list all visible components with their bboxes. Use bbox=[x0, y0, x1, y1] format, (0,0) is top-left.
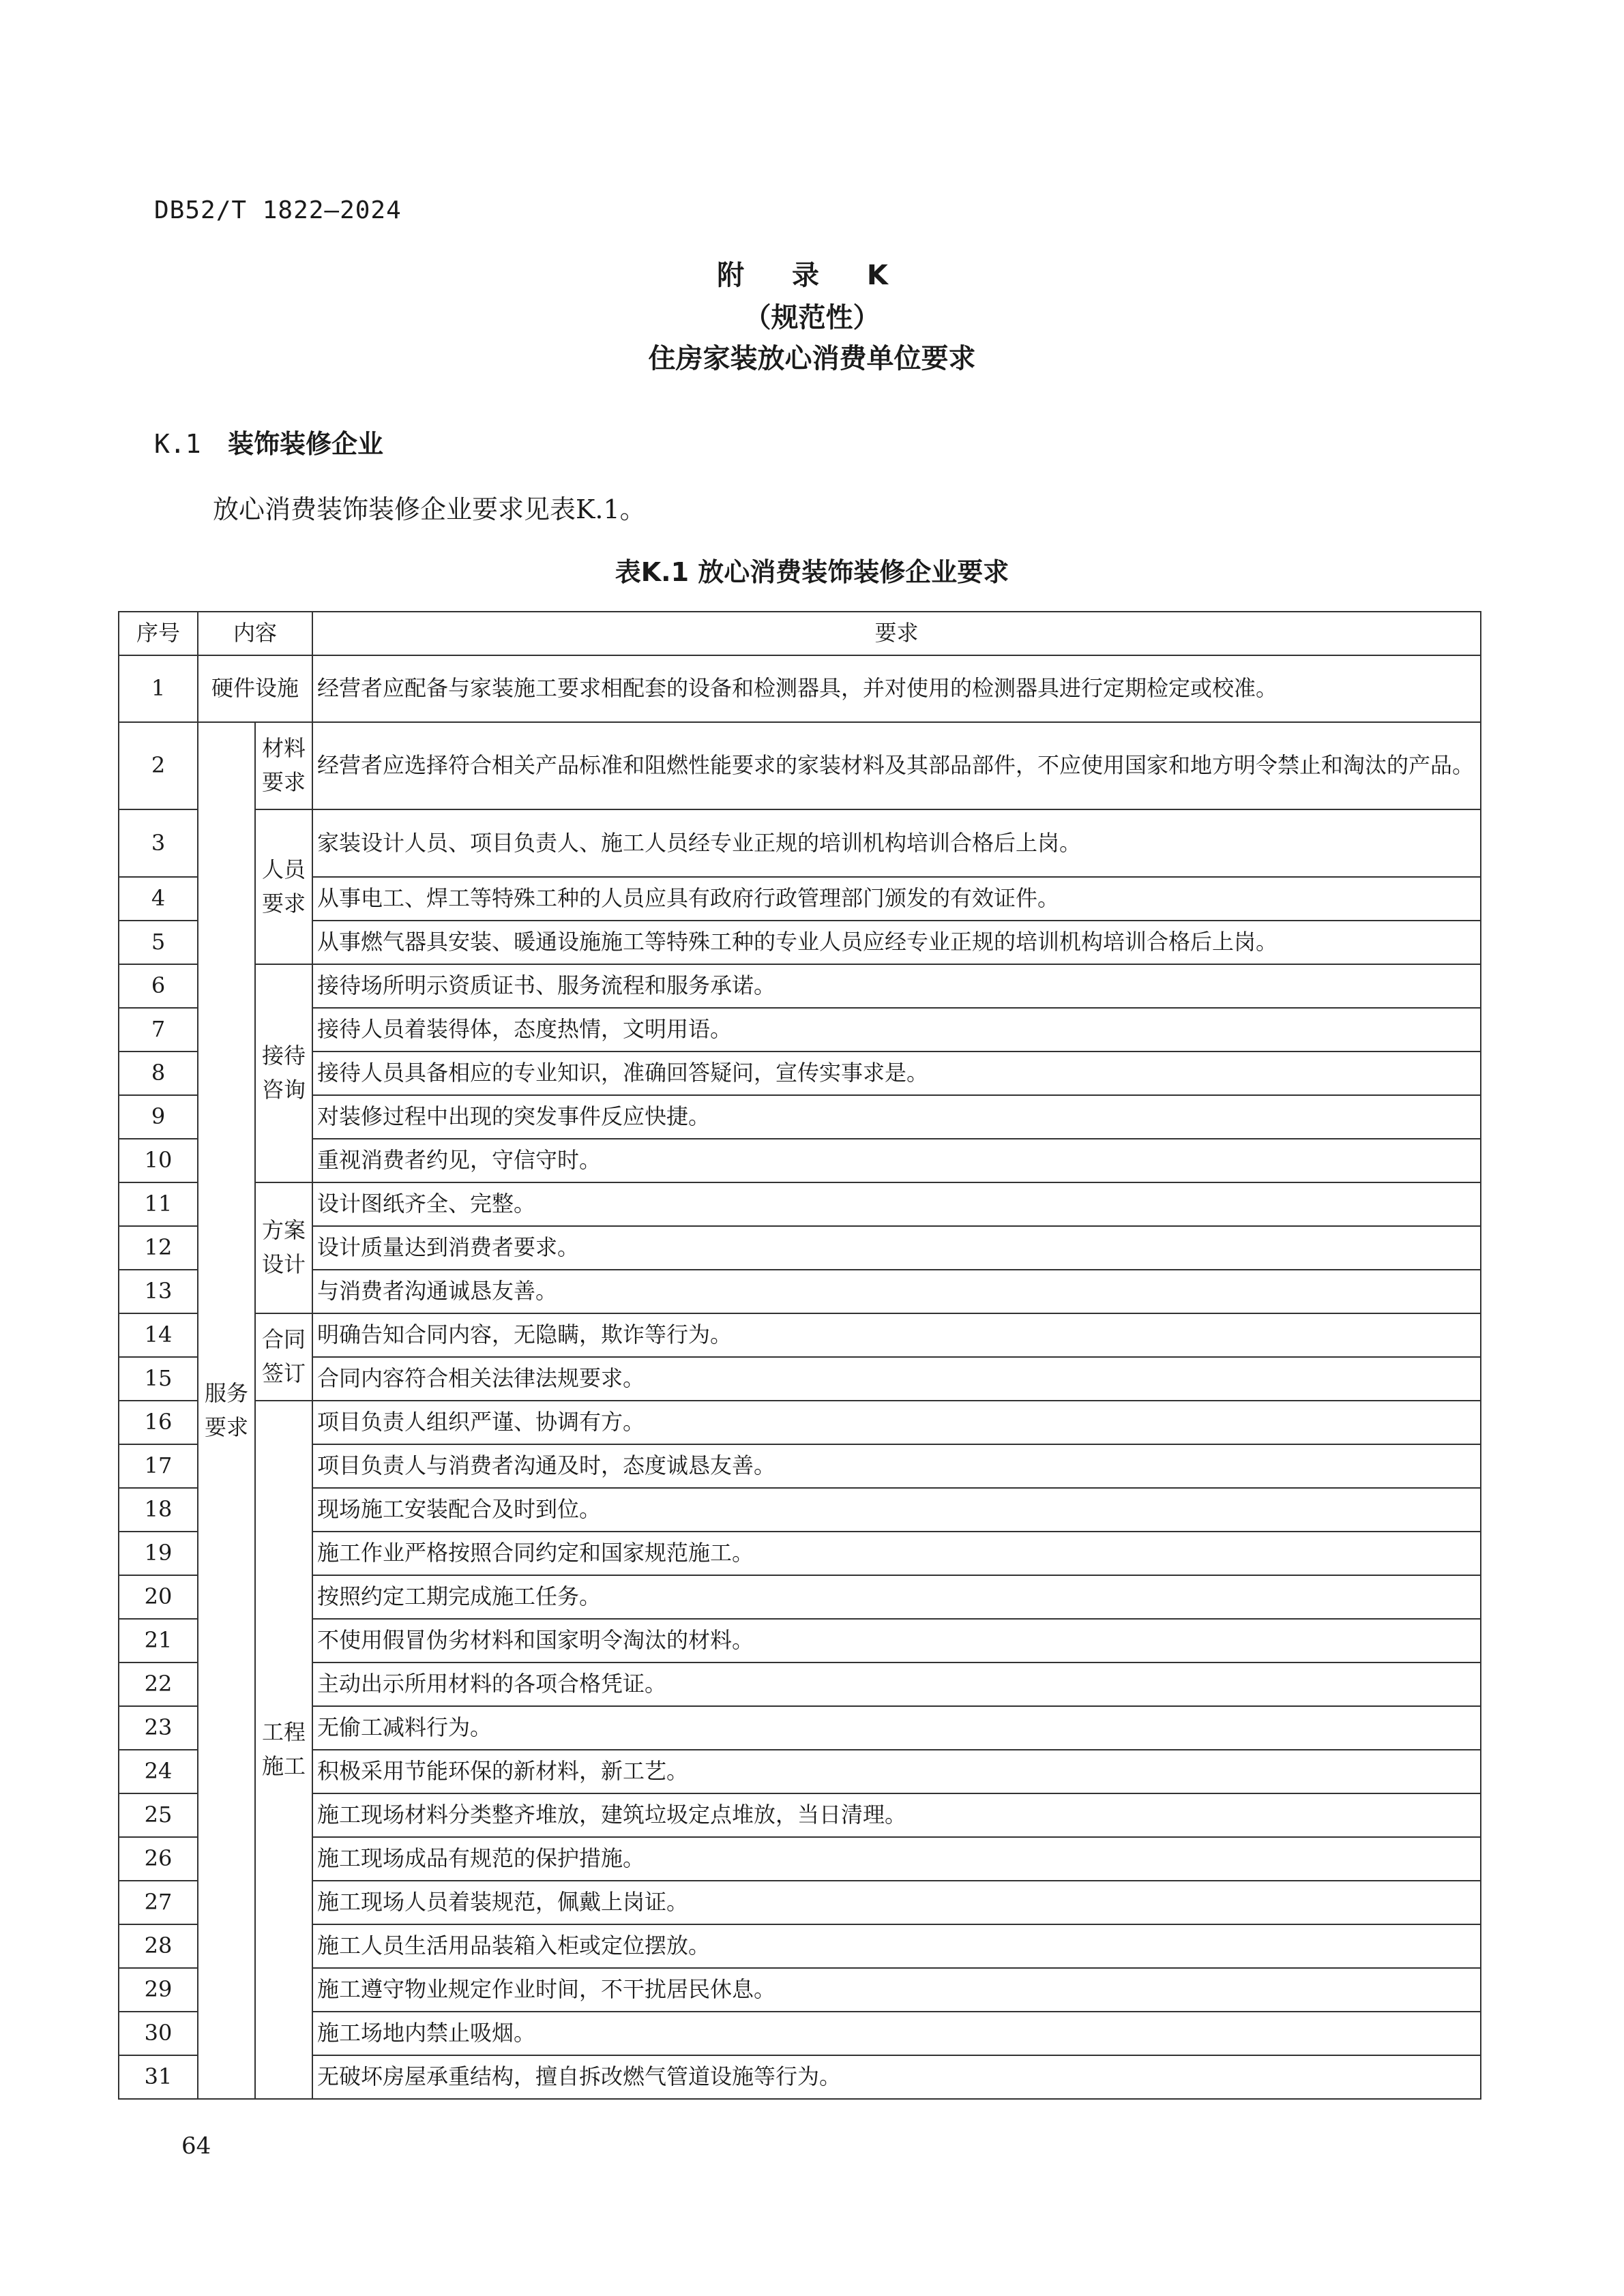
row-requirement: 施工现场人员着装规范，佩戴上岗证。 bbox=[312, 1881, 1481, 1924]
group-service: 服务要求 bbox=[198, 722, 255, 2099]
row-number: 19 bbox=[119, 1532, 198, 1575]
appendix-name: 住房家装放心消费单位要求 bbox=[648, 343, 976, 374]
table-row bbox=[119, 1182, 1481, 1226]
header-no: 序号 bbox=[119, 612, 198, 655]
table-row bbox=[119, 1663, 1481, 1706]
group-reception: 接待咨询 bbox=[255, 964, 312, 1182]
table-row bbox=[119, 1008, 1481, 1052]
row-number: 14 bbox=[119, 1313, 198, 1357]
table-row bbox=[119, 1881, 1481, 1924]
row-requirement: 主动出示所用材料的各项合格凭证。 bbox=[312, 1663, 1481, 1706]
row-requirement: 积极采用节能环保的新材料，新工艺。 bbox=[312, 1750, 1481, 1793]
row-requirement: 现场施工安装配合及时到位。 bbox=[312, 1488, 1481, 1532]
row-requirement: 不使用假冒伪劣材料和国家明令淘汰的材料。 bbox=[312, 1619, 1481, 1663]
row-requirement: 从事电工、焊工等特殊工种的人员应具有政府行政管理部门颁发的有效证件。 bbox=[312, 877, 1481, 921]
row-number: 9 bbox=[119, 1095, 198, 1139]
document-number: DB52/T 1822—2024 bbox=[154, 196, 402, 224]
row-requirement: 项目负责人与消费者沟通及时，态度诚恳友善。 bbox=[312, 1444, 1481, 1488]
row-requirement: 家装设计人员、项目负责人、施工人员经专业正规的培训机构培训合格后上岗。 bbox=[312, 809, 1481, 877]
appendix-title: 附 录 K bbox=[717, 260, 907, 291]
row-number: 29 bbox=[119, 1968, 198, 2012]
row-requirement: 重视消费者约见，守信守时。 bbox=[312, 1139, 1481, 1182]
row-number: 13 bbox=[119, 1270, 198, 1313]
page-number: 64 bbox=[181, 2132, 211, 2160]
table-row bbox=[119, 722, 1481, 809]
row-number: 24 bbox=[119, 1750, 198, 1793]
row-number: 17 bbox=[119, 1444, 198, 1488]
row-number: 8 bbox=[119, 1052, 198, 1095]
row-requirement: 施工人员生活用品装箱入柜或定位摆放。 bbox=[312, 1924, 1481, 1968]
table-row bbox=[119, 877, 1481, 921]
row-requirement: 从事燃气器具安装、暖通设施施工等特殊工种的专业人员应经专业正规的培训机构培训合格后上岗。 bbox=[312, 921, 1481, 964]
row-requirement: 接待场所明示资质证书、服务流程和服务承诺。 bbox=[312, 964, 1481, 1008]
row-requirement: 合同内容符合相关法律法规要求。 bbox=[312, 1357, 1481, 1401]
table-row bbox=[119, 1401, 1481, 1444]
row-requirement: 无破坏房屋承重结构，擅自拆改燃气管道设施等行为。 bbox=[312, 2055, 1481, 2099]
table-row bbox=[119, 1226, 1481, 1270]
row-requirement: 施工遵守物业规定作业时间，不干扰居民休息。 bbox=[312, 1968, 1481, 2012]
row-number: 18 bbox=[119, 1488, 198, 1532]
table-row bbox=[119, 1968, 1481, 2012]
table-row bbox=[119, 2012, 1481, 2055]
table-row bbox=[119, 1532, 1481, 1575]
row-number: 2 bbox=[119, 722, 198, 809]
row-number: 4 bbox=[119, 877, 198, 921]
table-header-row bbox=[119, 612, 1481, 655]
requirements-table bbox=[118, 611, 1481, 2100]
header-content: 内容 bbox=[198, 612, 312, 655]
table-row bbox=[119, 809, 1481, 877]
group-personnel: 人员要求 bbox=[255, 809, 312, 964]
row-number: 12 bbox=[119, 1226, 198, 1270]
row-number: 7 bbox=[119, 1008, 198, 1052]
row-requirement: 按照约定工期完成施工任务。 bbox=[312, 1575, 1481, 1619]
row-number: 23 bbox=[119, 1706, 198, 1750]
section-title: 装饰装修企业 bbox=[228, 429, 384, 459]
table-row bbox=[119, 1139, 1481, 1182]
row-number: 10 bbox=[119, 1139, 198, 1182]
row-requirement: 与消费者沟通诚恳友善。 bbox=[312, 1270, 1481, 1313]
row-number: 26 bbox=[119, 1837, 198, 1881]
group-hardware: 硬件设施 bbox=[198, 655, 312, 722]
row-requirement: 经营者应配备与家装施工要求相配套的设备和检测器具，并对使用的检测器具进行定期检定或校准。 bbox=[312, 655, 1481, 722]
row-requirement: 接待人员着装得体，态度热情，文明用语。 bbox=[312, 1008, 1481, 1052]
row-number: 28 bbox=[119, 1924, 198, 1968]
table-row bbox=[119, 2055, 1481, 2099]
section-heading bbox=[154, 423, 383, 460]
row-requirement: 项目负责人组织严谨、协调有方。 bbox=[312, 1401, 1481, 1444]
row-number: 3 bbox=[119, 809, 198, 877]
header-requirement: 要求 bbox=[312, 612, 1481, 655]
table-row bbox=[119, 1750, 1481, 1793]
table-row bbox=[119, 1924, 1481, 1968]
row-number: 27 bbox=[119, 1881, 198, 1924]
row-requirement: 设计质量达到消费者要求。 bbox=[312, 1226, 1481, 1270]
row-number: 21 bbox=[119, 1619, 198, 1663]
table-caption: 表K.1 放心消费装饰装修企业要求 bbox=[615, 557, 1009, 587]
table-row bbox=[119, 1444, 1481, 1488]
table-row bbox=[119, 1575, 1481, 1619]
row-number: 25 bbox=[119, 1793, 198, 1837]
table-row bbox=[119, 1095, 1481, 1139]
table-row bbox=[119, 1837, 1481, 1881]
row-requirement: 施工现场材料分类整齐堆放，建筑垃圾定点堆放，当日清理。 bbox=[312, 1793, 1481, 1837]
table-row bbox=[119, 1270, 1481, 1313]
row-requirement: 明确告知合同内容，无隐瞒，欺诈等行为。 bbox=[312, 1313, 1481, 1357]
table-row bbox=[119, 1706, 1481, 1750]
appendix-nature: （规范性） bbox=[743, 302, 881, 333]
table-row bbox=[119, 964, 1481, 1008]
table-row bbox=[119, 1619, 1481, 1663]
row-number: 30 bbox=[119, 2012, 198, 2055]
group-materials: 材料要求 bbox=[255, 722, 312, 809]
row-requirement: 施工作业严格按照合同约定和国家规范施工。 bbox=[312, 1532, 1481, 1575]
row-requirement: 接待人员具备相应的专业知识，准确回答疑问，宣传实事求是。 bbox=[312, 1052, 1481, 1095]
table-row bbox=[119, 1357, 1481, 1401]
row-requirement: 施工场地内禁止吸烟。 bbox=[312, 2012, 1481, 2055]
table-row bbox=[119, 655, 1481, 722]
group-construction: 工程施工 bbox=[255, 1401, 312, 2099]
row-number: 1 bbox=[119, 655, 198, 722]
row-number: 16 bbox=[119, 1401, 198, 1444]
row-number: 31 bbox=[119, 2055, 198, 2099]
row-number: 6 bbox=[119, 964, 198, 1008]
table-row bbox=[119, 1313, 1481, 1357]
section-number: K.1 bbox=[154, 429, 201, 459]
row-number: 5 bbox=[119, 921, 198, 964]
table-row bbox=[119, 1488, 1481, 1532]
row-requirement: 设计图纸齐全、完整。 bbox=[312, 1182, 1481, 1226]
table-row bbox=[119, 1052, 1481, 1095]
row-number: 11 bbox=[119, 1182, 198, 1226]
intro-paragraph: 放心消费装饰装修企业要求见表K.1。 bbox=[213, 494, 646, 524]
table-row bbox=[119, 921, 1481, 964]
row-requirement: 经营者应选择符合相关产品标准和阻燃性能要求的家装材料及其部品部件，不应使用国家和地方明令禁止和淘汰的产品。 bbox=[312, 722, 1481, 809]
group-contract: 合同签订 bbox=[255, 1313, 312, 1401]
row-number: 15 bbox=[119, 1357, 198, 1401]
group-design: 方案设计 bbox=[255, 1182, 312, 1313]
row-requirement: 无偷工减料行为。 bbox=[312, 1706, 1481, 1750]
row-requirement: 对装修过程中出现的突发事件反应快捷。 bbox=[312, 1095, 1481, 1139]
row-number: 22 bbox=[119, 1663, 198, 1706]
row-requirement: 施工现场成品有规范的保护措施。 bbox=[312, 1837, 1481, 1881]
row-number: 20 bbox=[119, 1575, 198, 1619]
table-row bbox=[119, 1793, 1481, 1837]
